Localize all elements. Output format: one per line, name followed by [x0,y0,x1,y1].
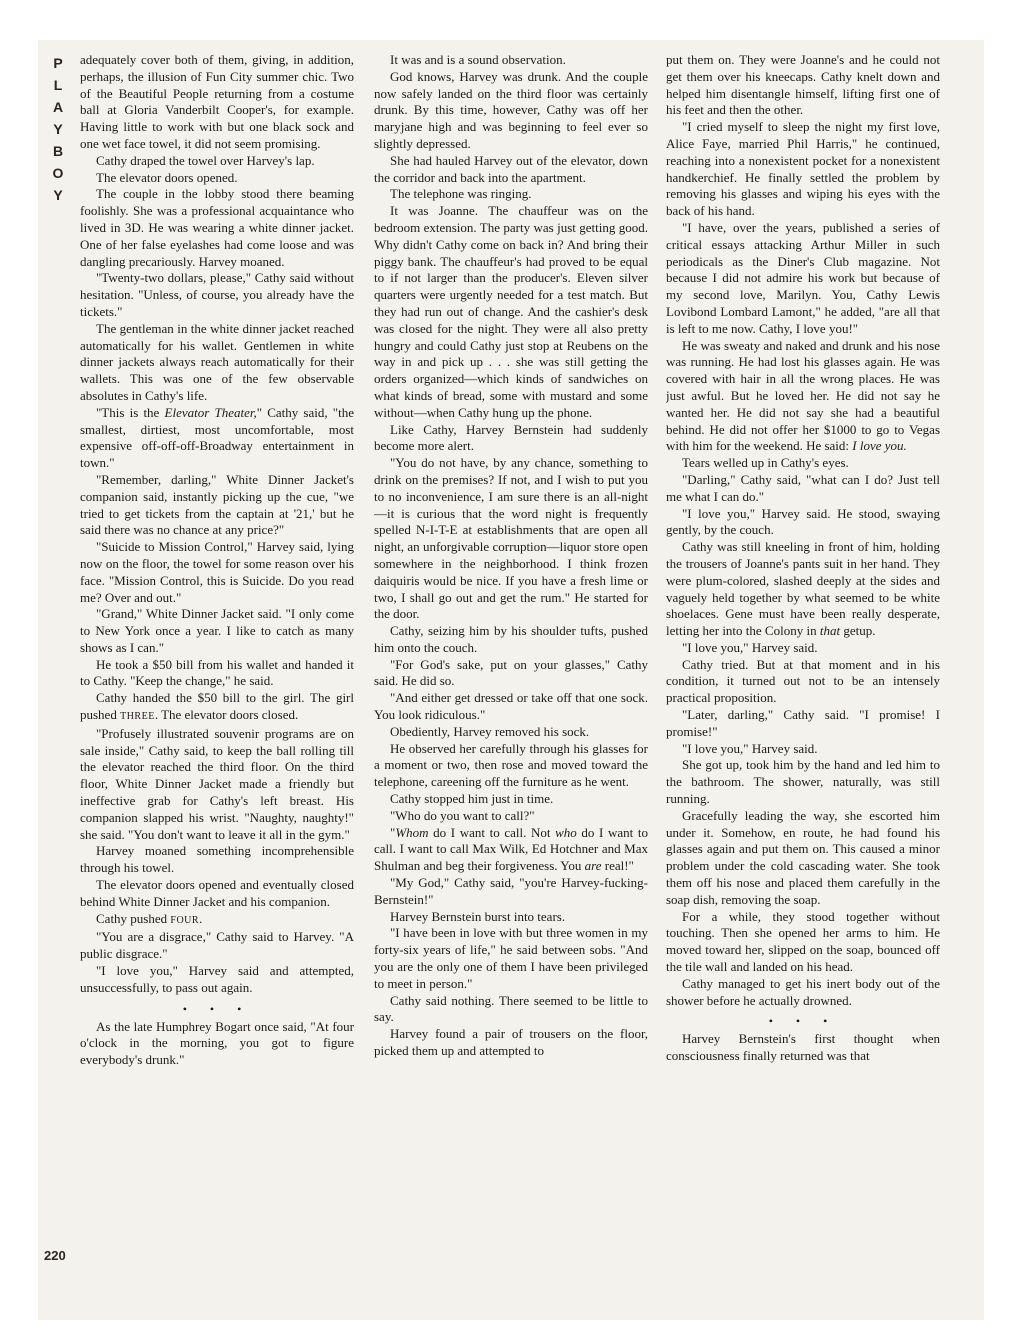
paragraph: It was and is a sound observation. [390,52,566,67]
paragraph: "I have been in love with but three women in my forty-six years of life," he said between sobs. "And you are the only one of them I have been privileged to meet in person." [374,925,648,991]
running-head-letter: L [53,77,63,93]
paragraph: "Darling," Cathy said, "what can I do? Just tell me what I can do." [666,471,940,504]
paragraph: He took a $50 bill from his wallet and handed it to Cathy. "Keep the change," he said. [80,656,354,689]
paragraph: Cathy, seizing him by his shoulder tufts, pushed him onto the couch. [374,623,648,655]
paragraph: "I love you," Harvey said. [682,740,818,756]
italic-text: who [555,824,577,840]
paragraph: "Grand," White Dinner Jacket said. "I only come to New York once a year. I like to catch as many shows as I can." [80,606,354,655]
paragraph: She had hauled Harvey out of the elevator, down the corridor and back into the apartment. [374,152,648,185]
paragraph: Cathy draped the towel over Harvey's lap. [96,152,315,168]
text-run: real!" [601,858,634,874]
paragraph: "Remember, darling," White Dinner Jacket's companion said, instantly picking up the cue, "we tried to get tickets from the captain at '21,' but he said there was no chance at any price?" [80,471,354,538]
paragraph: She got up, took him by the hand and led him to the bathroom. The shower, naturally, was still running. [666,757,940,807]
italic-text: Whom [395,824,429,840]
paragraph: The elevator doors opened. [96,169,238,185]
paragraph: Cathy tried. But at that moment and in his condition, it turned out not to be an intensely practical proposition. [666,656,940,706]
paragraph: "I cried myself to sleep the night my first love, Alice Faye, married Phil Harris," he continued, reaching into a nonexistent pocket for a nonexistent handkerchief. He finally settled the problem by removing his glasses and wiping his eyes with the back of his hand. [666,119,940,219]
section-break: • • • [768,1014,838,1029]
text-run: do I want to call. I want to call Max Wilk, Ed Hotchner and Max Shulman and beg their forgiveness. You [374,824,648,874]
small-caps-text: THREE [120,711,155,723]
paragraph: "My God," Cathy said, "you're Harvey-fucking-Bernstein!" [374,875,648,907]
paragraph: Tears welled up in Cathy's eyes. [682,455,849,471]
paragraph: It was Joanne. The chauffeur was on the bedroom extension. The party was just getting good. Why didn't Cathy come on back in? And bring their piggy bank. The chauffeur's had proved to be equal to if not larger than the producer's. Eleven silver quarters were urgently needed for a test match. But they had run out of change. And the cashier's desk was closed for the night. They were all also pretty hungry and could Cathy just stop at Reubens on the way in and pick up . . . she was still getting the orders organized—which kinds of sandwiches on what kinds of bread, some with mustard and some without—when Cathy hung up the phone. [374,203,648,420]
italic-text: are [584,858,602,874]
paragraph: He observed her carefully through his glasses for a moment or two, then rose and moved toward the telephone, careening off the furniture as he went. [374,740,648,790]
paragraph: "Suicide to Mission Control," Harvey said, lying now on the floor, the towel for some reason over his face. "Mission Control, this is Suicide. Do you read me? Over and out." [80,539,354,605]
paragraph: The couple in the lobby stood there beaming foolishly. She was a professional acquaintance who lived in 3D. He was wearing a white dinner jacket. One of her false eyelashes had come loose and was dangling precariously. Harvey moaned. [80,186,354,269]
paragraph: Cathy said nothing. There seemed to be little to say. [374,992,648,1025]
text-run: "This is the [96,404,165,420]
paragraph: "For God's sake, put on your glasses," Cathy said. He did so. [374,656,648,689]
text-run: Cathy pushed [96,910,171,926]
paragraph: "You are a disgrace," Cathy said to Harvey. "A public disgrace." [80,929,354,962]
text-column-1 [80,52,354,1268]
paragraph: For a while, they stood together without touching. Then she opened her arms to him. He moved toward her, slipped on the soap, bounced off the tile wall and landed on his head. [666,908,940,975]
paragraph: Harvey moaned something incomprehensible through his towel. [80,843,354,876]
italic-text: Elevator Theater, [164,404,257,420]
running-head-letter: B [52,143,64,159]
text-run: " Cathy said, "the smallest, dirtiest, most uncomfortable, most expensive off-off-off-Broadway entertainment in town." [80,404,354,471]
running-head-letter: O [52,165,64,181]
paragraph: "I love you," Harvey said. [682,639,818,655]
paragraph: "Twenty-two dollars, please," Cathy said without hesitation. "Unless, of course, you already have the tickets." [80,270,354,319]
paragraph: Harvey Bernstein's first thought when consciousness finally returned was that [666,1031,940,1064]
paragraph [80,405,354,472]
italic-text: that [819,623,841,639]
paragraph: "Later, darling," Cathy said. "I promise! I promise!" [666,707,940,739]
section-break: • • • [182,1001,252,1016]
paragraph: "I have, over the years, published a series of critical essays attacking Arthur Miller in such periodicals as the Diner's Club magazine. Not because I did not admire his work but because of my second love, Marilyn. You, Cathy Lewis Lovibond Lombard Lamont," he added, "are all that is left to me now. Cathy, I love you!" [666,219,940,336]
running-head-letter: P [53,55,63,71]
paragraph: The elevator doors opened and eventually closed behind White Dinner Jacket and his companion. [80,877,354,909]
small-caps-text: FOUR [170,914,200,926]
paragraph: As the late Humphrey Bogart once said, "At four o'clock in the morning, you got to figure everybody's drunk." [80,1018,354,1068]
paragraph: God knows, Harvey was drunk. And the couple now safely landed on the third floor was certainly drunk. By this time, however, Cathy was off her maryjane high and was beginning to feel ever so slightly depressed. [374,68,648,151]
text-run: . The elevator doors closed. [154,707,299,723]
paragraph [374,825,648,875]
running-head-letter: A [52,99,64,115]
paragraph: "Profusely illustrated souvenir programs are on sale inside," Cathy said, to keep the ball rolling till the elevator reached the third floor. On the third floor, White Dinner Jacket made a friendly but ineffective grab for Cathy's left breast. His companion slapped his wrist. "Naughty, naughty!" she said. "You don't want to leave it all in the gym." [80,725,354,842]
text-run: Cathy was still kneeling in front of him, holding the trousers of Joanne's pants suit in her hand. They were plum-colored, slashed deeply at the sides and vaguely held together by what seemed to be white shoelaces. Gene must have been really desperate, letting her into the Colony in [666,539,940,639]
text-run: do I want to call. Not [428,824,556,840]
paragraph: Cathy managed to get his inert body out of the shower before he actually drowned. [666,975,940,1008]
text-run: He was sweaty and naked and drunk and his nose was running. He had lost his glasses again. He was covered with hair in all the wrong places. He was just awful. But he loved her. He did not say he wanted her. He did not say she had a beautiful behind. He did not offer her $1000 to go to Vegas with him for the weekend. He said: [666,337,940,454]
paragraph: "And either get dressed or take off that one sock. You look ridiculous." [374,690,648,723]
paragraph: The gentleman in the white dinner jacket reached automatically for his wallet. Gentlemen in white dinner jackets always reach automatically for their wallets. This was one of the few observable absolutes in Cathy's life. [80,320,354,403]
running-head-letter: Y [53,121,63,137]
paragraph: The telephone was ringing. [390,186,532,202]
paragraph: Cathy stopped him just in time. [390,791,554,807]
paragraph: adequately cover both of them, giving, in addition, perhaps, the illusion of Fun City summer chic. Two of the Beautiful People returning from a costume ball at Gloria Vanderbilt Cooper's, for example. Having little to work with but one black sock and one wet face towel, it did not seem promising. [80,52,354,151]
paragraph: Harvey found a pair of trousers on the floor, picked them up and attempted to [374,1026,648,1059]
text-run: getup. [840,623,876,639]
text-run: " [390,824,396,840]
running-head-letter: Y [53,187,63,203]
text-run: . [199,910,203,926]
paragraph: Gracefully leading the way, she escorted him under it. Somehow, en route, he had found his glasses again and put them on. This caused a minor problem under the cold cascading water. She took them off his nose and placed them carefully in the soap dish, removing the soap. [666,807,940,907]
paragraph [80,690,354,726]
paragraph: "You do not have, by any chance, something to drink on the premises? If not, and I wish to put you to no inconvenience, I am sure there is an all-night—it is curious that the word night is frequently spelled N-I-T-E at establishments that are open all night, an unforgivable corruption—liquor store open somewhere in the neighborhood. I think frozen daiquiris would be nice. If you have a fresh lime or two, I shall go out and get the rum." He started for the door. [374,455,648,622]
running-head [44,52,72,206]
paragraph [666,539,940,640]
paragraph: "I love you," Harvey said. He stood, swaying gently, by the couch. [666,505,940,538]
paragraph: Harvey Bernstein burst into tears. [390,908,566,924]
page-number: 220 [44,1248,66,1263]
paragraph [666,338,940,456]
text-run: Cathy handed the $50 bill to the girl. The girl pushed [80,690,354,723]
text-column-3 [666,52,940,1268]
paragraph: Obediently, Harvey removed his sock. [390,723,590,739]
paragraph: "I love you," Harvey said and attempted, unsuccessfully, to pass out again. [80,963,354,995]
paragraph: Like Cathy, Harvey Bernstein had suddenly become more alert. [374,421,648,454]
paragraph: "Who do you want to call?" [390,807,535,823]
italic-text: I love you. [852,438,907,454]
text-column-2 [374,52,648,1268]
paragraph: put them on. They were Joanne's and he could not get them over his kneecaps. Cathy knelt down and helped him disentangle himself, lifting first one of his feet and then the other. [666,52,940,118]
paragraph [80,911,354,930]
